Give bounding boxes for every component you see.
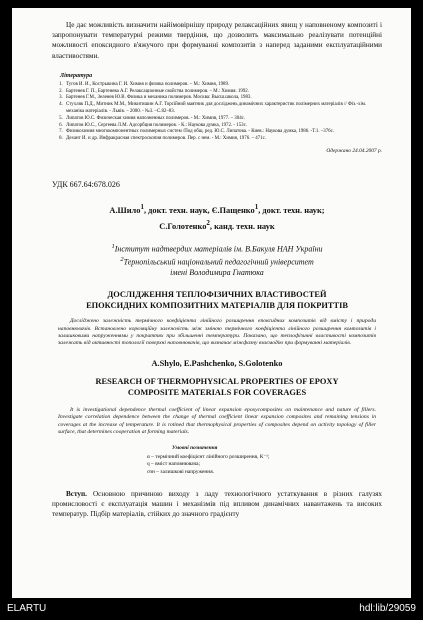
authors-line-2 bbox=[52, 217, 382, 233]
literature-item: 8. Дехант И. и др. Инфракрасная спектроскопия полимеров. Пер. с нем. - М.: Химия, 1976. – 471с. bbox=[64, 136, 382, 143]
authors-english: A.Shylo, E.Pashchenko, S.Golotenko bbox=[151, 359, 283, 369]
repository-footer bbox=[0, 598, 423, 620]
literature-item: 1. Тугов И. И., Кострыкина Г. И. Химия и физика полимеров. – М.: Химия, 1989. bbox=[64, 82, 382, 89]
article-title-english bbox=[52, 376, 382, 398]
author-affiliation-mark: 1 bbox=[254, 202, 259, 211]
author-rank: , докт. техн. наук, bbox=[143, 205, 212, 215]
notation-item: α – термічний коефіцієнт лінійного розширення, К⁻¹; bbox=[147, 454, 270, 461]
literature-item: 2. Бартенев Г. П., Бартенева А.Г. Релаксационные свойства полимеров. – М.: Химия. 1992. bbox=[64, 89, 382, 96]
affiliation-1 bbox=[52, 242, 382, 255]
author-name: А.Шило bbox=[109, 205, 141, 215]
affiliation-text: Тернопільський національний педагогічний університет bbox=[123, 257, 314, 267]
author-rank: , докт. техн. наук; bbox=[258, 205, 325, 215]
abstract-english: It is investigational dependence thermal coefficient of linear expansion epoxycomposites on maintenance and nature of fillers. Investigate correlation dependence between the change of thermal coefficient linear expansion composites and remaining tensions in coverages at the increase of temperature. It is rotined that thermophysical properties of composites depend on activity topology of filler surface, that determines cooperation at forming materials. bbox=[58, 407, 376, 435]
author-rank: , канд. техн. наук bbox=[209, 221, 275, 231]
author-name: С.Голотенко bbox=[159, 221, 207, 231]
author-affiliation-mark: 1 bbox=[140, 202, 144, 211]
notation-item: σзн – залишкові напруження. bbox=[147, 468, 215, 475]
introduction-text: Основною причиною виходу з ладу технологічного устаткування в різних галузях промисловості є експлуатація машин і механізмів під впливом динамічних навантажень та високих температур. Підбір матеріалів, стійких до значного градієнту bbox=[52, 489, 382, 519]
title-line: ЕПОКСИДНИХ КОМПОЗИТНИХ МАТЕРІАЛІВ ДЛЯ ПОКРИТТІВ bbox=[86, 301, 348, 311]
authors-ukrainian bbox=[52, 201, 382, 233]
udk-code: УДК 667.64:678.026 bbox=[52, 179, 120, 189]
affiliation-mark: 1 bbox=[111, 242, 115, 250]
title-line: ДОСЛІДЖЕННЯ ТЕПЛОФІЗИЧНИХ ВЛАСТИВОСТЕЙ bbox=[107, 290, 327, 300]
affiliations bbox=[52, 242, 382, 279]
document-page bbox=[12, 8, 411, 598]
notation-item: q – вміст наповнювача; bbox=[147, 461, 201, 468]
literature-item: 7. Физикохимия многокомпонентных полимерных систем /Под общ. ред. Ю.С. Липатова. - Киев.: Наукова думка, 1986. -Т.1. –376с. bbox=[64, 129, 382, 136]
repository-name: ELARTU bbox=[7, 603, 47, 614]
title-line: COMPOSITE MATERIALS FOR COVERAGES bbox=[127, 388, 307, 398]
affiliation-mark: 2 bbox=[120, 255, 124, 263]
author-affiliation-mark: 2 bbox=[206, 218, 210, 227]
affiliation-text: Інститут надтвердих матеріалів ім. В.Бакуля НАН України bbox=[114, 244, 323, 254]
author-name: Є.Пащенко bbox=[211, 205, 255, 215]
literature-item: 6. Липатов Ю.С., Сергеева Л.М. Адсорбция полимеров. - К.: Наукова думка, 1972. - 153с. bbox=[64, 123, 382, 130]
affiliation-2-cont: імені Володимира Гнатюка bbox=[170, 267, 264, 277]
affiliation-2 bbox=[52, 255, 382, 268]
literature-list bbox=[52, 82, 382, 143]
received-date: Одержано 24.04.2007 р. bbox=[326, 147, 382, 154]
introduction-paragraph bbox=[52, 489, 382, 520]
introduction-label: Вступ. bbox=[66, 489, 87, 498]
notation-block bbox=[147, 445, 382, 476]
notation-heading: Умовні позначення bbox=[172, 445, 218, 452]
authors-line-1 bbox=[52, 201, 382, 217]
title-line: RESEARCH OF THERMOPHYSICAL PROPERTIES OF EPOXY bbox=[95, 377, 339, 387]
literature-item: 4. Стухляк П.Д., Митник М.М., Микитишин А.Г. Торсійний маятник для досліджень динамічних характеристик полімерних матеріалів // Фіз.-хім. механіка матеріалів. - Львів. – 2000. - №3. –С.82–83. bbox=[64, 102, 382, 116]
article-title-ukrainian bbox=[52, 289, 382, 311]
abstract-ukrainian: Досліджено залежність термічного коефіцієнта лінійного розширення епоксидних композитів від вмісту і природи наповнювачів. Встановлено кореляційну залежність між зміною термічного коефіцієнта лінійного розширення композитів і залишковими напруженнями у покриттях при збільшенні температури. Показано, що теплофізичні властивості композитів залежать від активності топології поверхні наповнювачів, що визначає міжфазну взаємодію при формуванні матеріалів. bbox=[58, 318, 376, 346]
page-content bbox=[52, 20, 382, 519]
handle-identifier: hdl:lib/29059 bbox=[359, 603, 416, 614]
intro-paragraph: Це дає можливість визначити найімовірнішу природу релаксаційних явищ у наповненому композиті і запропонувати температурні режими твердіння, що дозволить максимально реалізувати потенційні можливості епоксидного в'яжучого при формуванні композитів з наперед заданими експлуатаційними властивостями. bbox=[52, 21, 382, 60]
literature-heading: Література bbox=[60, 72, 93, 79]
literature-item: 5. Липатов Ю.С. Физическая химия наполненных полимеров. - М.: Химия, 1977. – 304с. bbox=[64, 116, 382, 123]
literature-item: 3. Бартенев Г.М., Зеленев Ю.В. Физика и механика полимеров. Москва: Высш.школа, 1983. bbox=[64, 95, 382, 102]
